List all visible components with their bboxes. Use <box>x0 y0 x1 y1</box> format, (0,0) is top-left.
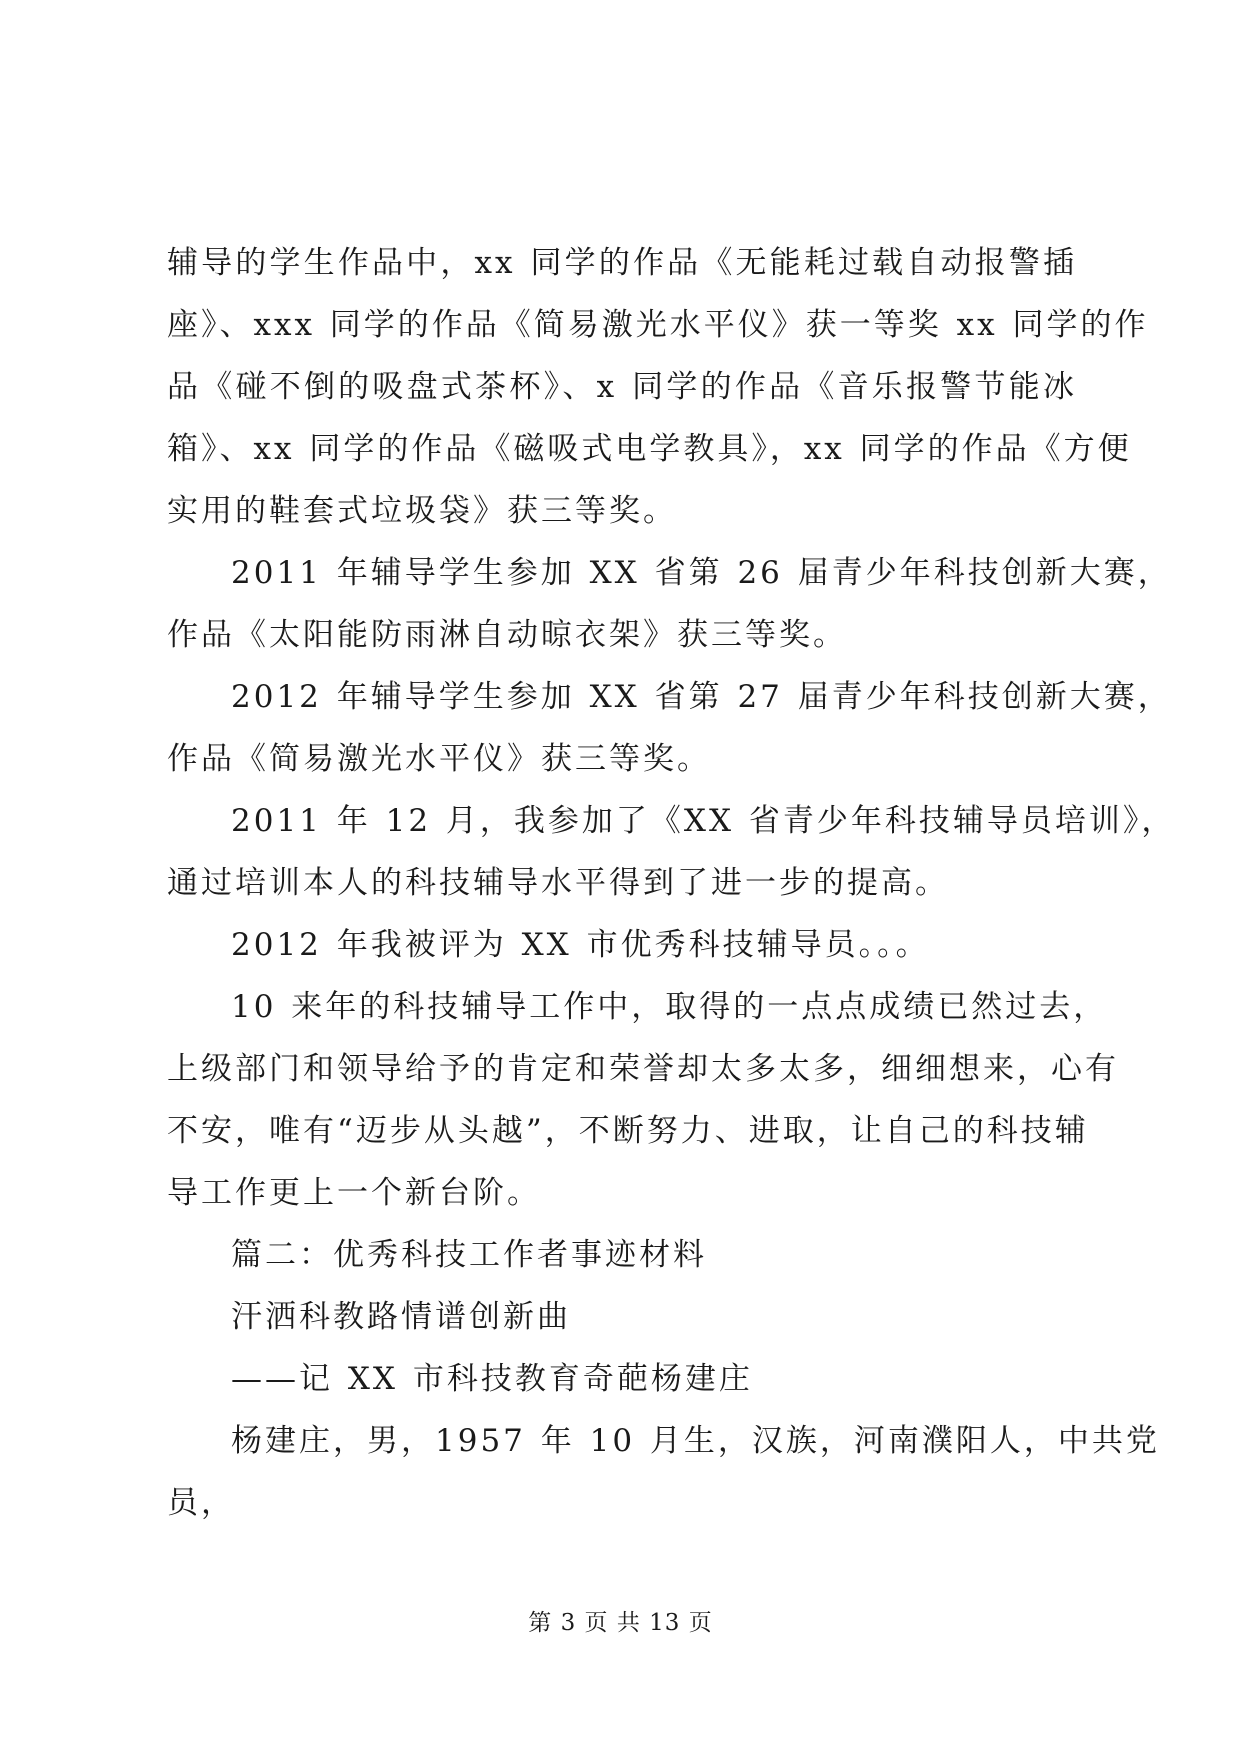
text-line: 作品《太阳能防雨淋自动晾衣架》获三等奖。 <box>167 617 847 653</box>
article-subtitle: ——记 XX 市科技教育奇葩杨建庄 <box>231 1361 753 1397</box>
text-line: 上级部门和领导给予的肯定和荣誉却太多太多，细细想来，心有 <box>167 1051 1119 1087</box>
page-number-footer: 第 3 页 共 13 页 <box>528 1610 713 1636</box>
text-line: 作品《简易激光水平仪》获三等奖。 <box>167 741 711 777</box>
text-line: 品《碰不倒的吸盘式茶杯》、x 同学的作品《音乐报警节能冰 <box>167 369 1077 405</box>
text-line: 通过培训本人的科技辅导水平得到了进一步的提高。 <box>167 865 949 901</box>
text-line: 导工作更上一个新台阶。 <box>167 1175 541 1211</box>
text-line: 不安，唯有“迈步从头越”，不断努力、进取，让自己的科技辅 <box>167 1113 1089 1149</box>
text-line: 2011 年 12 月，我参加了《XX 省青少年科技辅导员培训》， <box>231 803 1176 839</box>
text-line: 2012 年我被评为 XX 市优秀科技辅导员。。。 <box>231 927 930 963</box>
text-line: 10 来年的科技辅导工作中，取得的一点点成绩已然过去， <box>231 989 1108 1025</box>
section-heading: 篇二：优秀科技工作者事迹材料 <box>231 1237 707 1273</box>
text-line: 2011 年辅导学生参加 XX 省第 26 届青少年科技创新大赛， <box>231 555 1172 591</box>
text-line: 辅导的学生作品中，xx 同学的作品《无能耗过载自动报警插 <box>167 245 1077 281</box>
text-line: 员， <box>167 1485 235 1521</box>
article-title: 汗洒科教路情谱创新曲 <box>231 1299 571 1335</box>
text-line: 箱》、xx 同学的作品《磁吸式电学教具》，xx 同学的作品《方便 <box>167 431 1132 467</box>
document-body <box>167 232 1176 1534</box>
text-line: 2012 年辅导学生参加 XX 省第 27 届青少年科技创新大赛， <box>231 679 1172 715</box>
text-line: 实用的鞋套式垃圾袋》获三等奖。 <box>167 493 677 529</box>
text-line: 座》、xxx 同学的作品《简易激光水平仪》获一等奖 xx 同学的作 <box>167 307 1149 343</box>
text-line: 杨建庄，男，1957 年 10 月生，汉族，河南濮阳人，中共党 <box>231 1423 1160 1459</box>
